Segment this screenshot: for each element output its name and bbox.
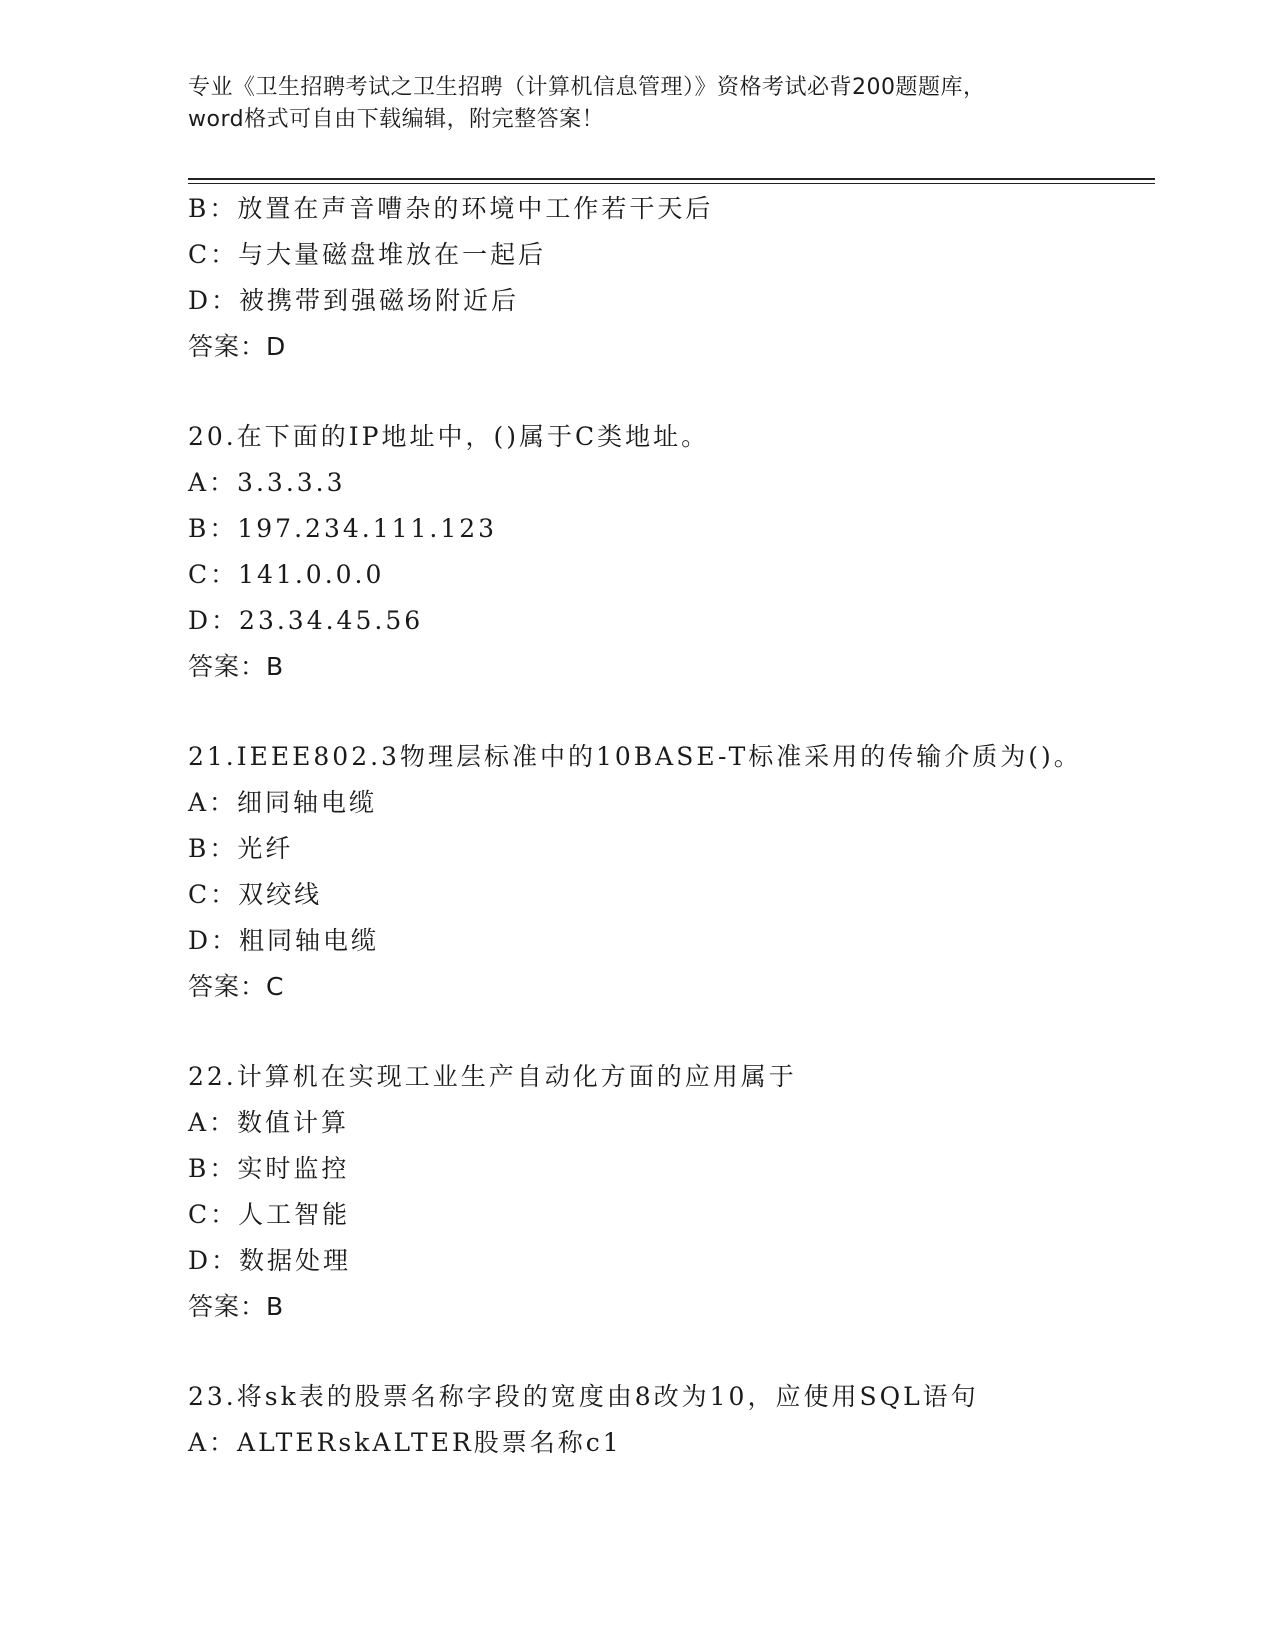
- question-22: [188, 1054, 1148, 1330]
- option-a: A：ALTERskALTER股票名称c1: [188, 1428, 622, 1457]
- option-a: A：数值计算: [188, 1108, 350, 1137]
- option-d: D：被携带到强磁场附近后: [188, 286, 520, 315]
- answer: 答案：B: [188, 652, 285, 681]
- option-d: D：粗同轴电缆: [188, 926, 380, 955]
- question-list: [188, 186, 1148, 1466]
- question-stem: 22.计算机在实现工业生产自动化方面的应用属于: [188, 1062, 797, 1091]
- question-20: [188, 414, 1148, 690]
- header-line-2: word格式可自由下载编辑，附完整答案！: [188, 107, 605, 132]
- document-header: [188, 72, 1088, 136]
- answer: 答案：C: [188, 972, 285, 1001]
- option-b: B：实时监控: [188, 1154, 350, 1183]
- answer: 答案：D: [188, 332, 287, 361]
- option-a: A：细同轴电缆: [188, 788, 378, 817]
- question-19-partial: [188, 186, 1148, 370]
- question-21: [188, 734, 1148, 1010]
- option-b: B：光纤: [188, 834, 294, 863]
- question-stem: 20.在下面的IP地址中，()属于C类地址。: [188, 422, 710, 451]
- question-stem: 21.IEEE802.3物理层标准中的10BASE-T标准采用的传输介质为()。: [188, 742, 1082, 771]
- option-d: D：23.34.45.56: [188, 606, 424, 635]
- header-line-1: 专业《卫生招聘考试之卫生招聘（计算机信息管理）》资格考试必背200题题库，: [188, 75, 986, 100]
- option-a: A：3.3.3.3: [188, 468, 346, 497]
- question-23: [188, 1374, 1148, 1466]
- option-b: B：放置在声音嘈杂的环境中工作若干天后: [188, 194, 714, 223]
- option-c: C：双绞线: [188, 880, 323, 909]
- option-b: B：197.234.111.123: [188, 514, 498, 543]
- answer: 答案：B: [188, 1292, 285, 1321]
- header-divider: [188, 178, 1155, 184]
- option-d: D：数据处理: [188, 1246, 352, 1275]
- option-c: C：与大量磁盘堆放在一起后: [188, 240, 547, 269]
- question-stem: 23.将sk表的股票名称字段的宽度由8改为10，应使用SQL语句: [188, 1382, 979, 1411]
- option-c: C：人工智能: [188, 1200, 351, 1229]
- option-c: C：141.0.0.0: [188, 560, 385, 589]
